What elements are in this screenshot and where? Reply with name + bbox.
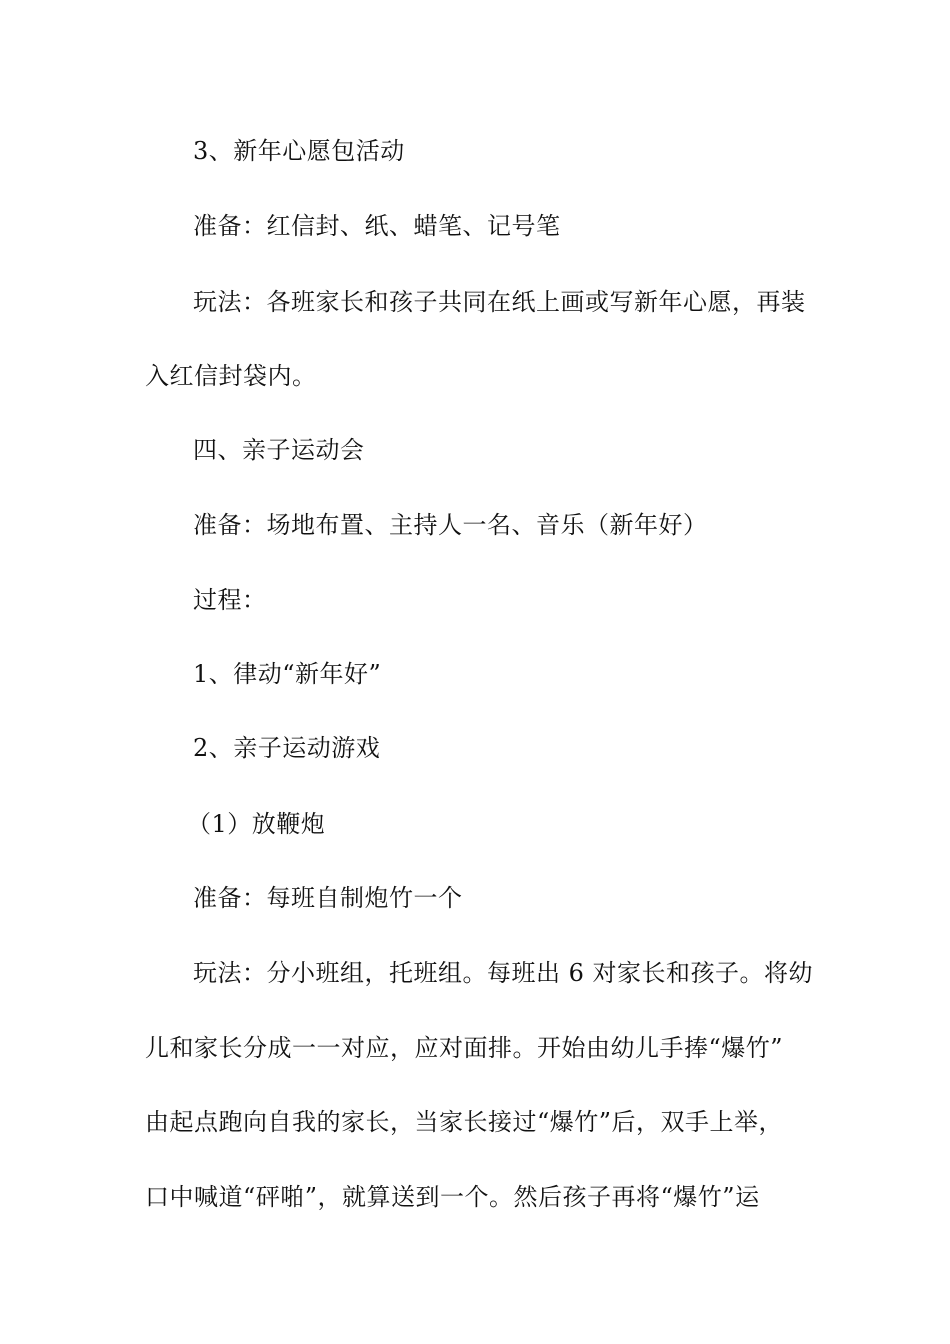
- paragraph-line: 过程：: [193, 586, 267, 614]
- paragraph-line: 准备：场地布置、主持人一名、音乐（新年好）: [193, 511, 708, 539]
- list-item-line: 1、律动“新年好”: [193, 660, 382, 688]
- paragraph-line: 由起点跑向自我的家长，当家长接过“爆竹”后，双手上举，: [145, 1108, 784, 1136]
- section-heading-sports-meet: 四、亲子运动会: [193, 436, 365, 464]
- paragraph-line: 儿和家长分成一一对应，应对面排。开始由幼儿手捧“爆竹”: [145, 1034, 784, 1062]
- section-heading-wish-bag: 3、新年心愿包活动: [193, 137, 405, 165]
- list-item-line: 2、亲子运动游戏: [193, 734, 381, 762]
- paragraph-line: 准备：红信封、纸、蜡笔、记号笔: [193, 212, 561, 240]
- paragraph-line: 口中喊道“砰啪”，就算送到一个。然后孩子再将“爆竹”运: [145, 1183, 760, 1211]
- paragraph-line: 玩法：分小班组，托班组。每班出 6 对家长和孩子。将幼: [193, 959, 814, 987]
- paragraph-line: 入红信封袋内。: [145, 362, 317, 390]
- sub-item-heading: （1）放鞭炮: [187, 810, 326, 838]
- paragraph-line: 玩法：各班家长和孩子共同在纸上画或写新年心愿，再装: [193, 288, 806, 316]
- paragraph-line: 准备：每班自制炮竹一个: [193, 884, 463, 912]
